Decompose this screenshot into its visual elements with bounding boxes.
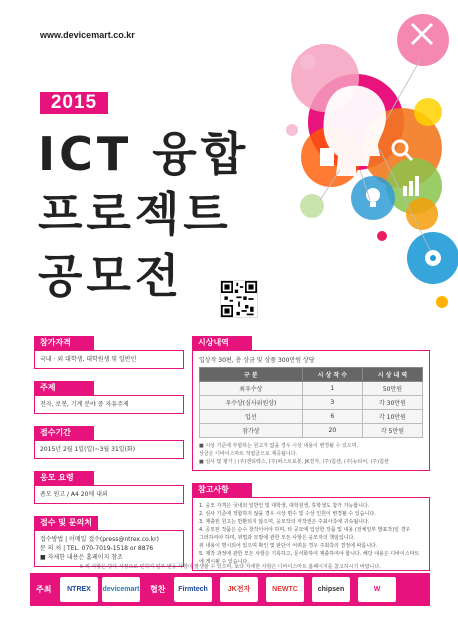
reference-item: 3. 제출된 원고는 반환되지 않으며, 응모작의 저작권은 주최사측에 귀속됩니다. — [199, 519, 370, 525]
column-header: 구 분 — [200, 368, 303, 382]
prize-intro: 입상작 30편, 총 상금 및 상품 300만원 상당 — [199, 357, 315, 364]
column-header: 시 상 작 수 — [302, 368, 362, 382]
website-url[interactable]: www.devicemart.co.kr — [40, 30, 135, 40]
title-line-2: 프로젝트 — [38, 187, 232, 241]
section-body-guidelines: 좀모 원고 / A4 20매 내외 — [34, 485, 184, 504]
table-row — [200, 396, 423, 410]
reference-item: 2. 심사 기준에 적합하지 않을 경우 시상 편수 및 수상 인원이 변경될 수 있습니다. — [199, 511, 376, 517]
table-cell: 1 — [302, 382, 362, 396]
withrobot-logo[interactable]: W — [358, 577, 396, 602]
table-cell: 입선 — [200, 410, 303, 424]
right-info-column — [192, 330, 430, 571]
table-row — [200, 382, 423, 396]
title-line-1: ICT 융합 — [38, 127, 250, 181]
prize-section-title: 시상내역 — [192, 336, 252, 350]
prize-box — [192, 350, 430, 471]
prize-note: 상금은 디바이스마트 적립금으로 제공됩니다. — [199, 451, 298, 457]
reference-item: 그러하여야 하며, 위법과 모방에 관한 모든 사항은 응모자의 책임입니다. — [199, 535, 355, 541]
table-row — [200, 424, 423, 438]
ntrex-logo[interactable]: NTREX — [60, 577, 98, 602]
section-title-eligibility: 참가자격 — [34, 336, 94, 350]
column-header: 시 상 내 역 — [362, 368, 422, 382]
prize-table — [199, 367, 423, 438]
newtc-logo[interactable]: NEWTC — [266, 577, 304, 602]
sponsor-label: 협찬 — [150, 585, 166, 594]
table-cell: 3 — [302, 396, 362, 410]
section-body-topic: 전자, 로봇, 기계 분야 중 자유주제 — [34, 395, 184, 414]
table-cell: 참가상 — [200, 424, 303, 438]
gear-icon — [425, 250, 441, 266]
table-cell: 각 5만원 — [362, 424, 422, 438]
devicemart-logo[interactable]: devicemart — [102, 577, 140, 602]
prize-note: ■ 시상 기준에 부합하는 원고가 없을 경우 시상 내용이 변경될 수 있으며, — [199, 443, 359, 449]
reference-box — [192, 497, 430, 571]
table-row — [200, 410, 423, 424]
title-line-3: 공모전 — [38, 249, 184, 303]
table-cell: 각 30만원 — [362, 396, 422, 410]
firmtech-logo[interactable]: Firmtech — [174, 577, 212, 602]
chipsen-logo[interactable]: chipsen — [312, 577, 350, 602]
qr-code[interactable] — [220, 280, 258, 318]
reference-section-title: 참고사항 — [192, 483, 252, 497]
section-title-guidelines: 응모 요령 — [34, 471, 94, 485]
sponsor-footer — [30, 573, 430, 606]
document-icon — [320, 148, 334, 166]
reference-item: 에 게시될 수 있습니다. — [199, 559, 249, 565]
reference-item: 5. 제작 과정에 관한 모든 사항은 기록하고, 문서화하여 제출하여야 합니다. 해당 내용은 디바이스마트 — [199, 551, 420, 557]
table-cell: 우수상(심사위원상) — [200, 396, 303, 410]
reference-item: 1. 응모 자격은 국내외 일반인 및 대학생, 대학원생, 휴학생도 참가 가능합니다. — [199, 503, 370, 509]
table-cell: 20 — [302, 424, 362, 438]
prize-note: ■ 심사 및 평가 | (주)엔티렉스, (주)퍼스트로봇, JK전자, (주)칩센, (주)뉴티씨, (주)칩센 — [199, 459, 389, 465]
prize-notes — [199, 442, 423, 466]
table-cell: 50만원 — [362, 382, 422, 396]
jk-logo[interactable]: JK전자 — [220, 577, 258, 602]
reference-item: 위 내용이 명시되어 있으며 확인 및 판단이 어려운 경우 주최측의 결정에 따릅니다. — [199, 543, 378, 549]
disclaimer-note: ※ 위 사항은 당사 사정으로 인하여 일부 변동 사항이 발생할 수 있으며, 보다 자세한 사항은 디바이스마트 홈페이지를 참고하시기 바랍니다. — [79, 564, 381, 570]
table-cell: 최우수상 — [200, 382, 303, 396]
host-label: 주최 — [36, 585, 52, 594]
prize-table-header — [200, 368, 423, 382]
year-badge: 2015 — [40, 92, 108, 114]
section-body-period: 2015년 2월 1일(일)~3월 31일(화) — [34, 440, 184, 459]
section-title-contact: 접수 및 문의처 — [34, 516, 98, 530]
section-body-contact[interactable]: 접수방법 | 이메일 접수(press@ntrex.co.kr) 문 의 처 | TEL. 070-7019-1518 or 8876 ■ 자세한 내용은 홈페이지 참조 — [34, 530, 184, 567]
section-body-eligibility: 국내 · 외 대학생, 대학원생 및 일반인 — [34, 350, 184, 369]
reference-item: 4. 공모된 작품은 순수 창작이어야 하며, 타 공모에 입상한 작품 및 내용 (전체일부 발표작)일 경우 — [199, 527, 411, 533]
left-info-column — [34, 330, 184, 573]
table-cell: 각 10만원 — [362, 410, 422, 424]
section-title-topic: 주제 — [34, 381, 94, 395]
section-title-period: 접수기간 — [34, 426, 94, 440]
table-cell: 6 — [302, 410, 362, 424]
